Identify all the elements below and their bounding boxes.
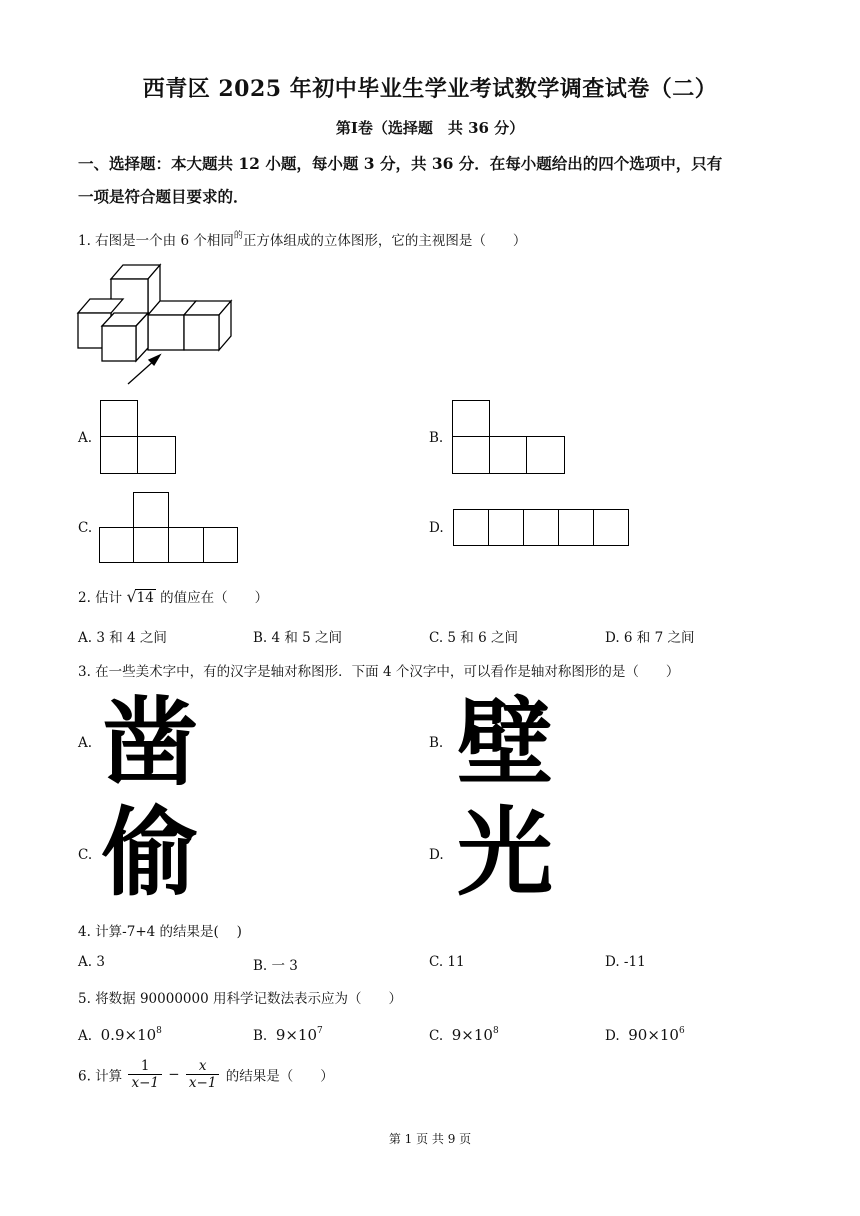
question-4-option-b[interactable]: B. 一 3 [253,958,298,974]
radicand: 14 [136,590,154,606]
question-5-option-c[interactable]: C. $9\times 10^8$ [429,1026,499,1044]
option-d-square [558,509,594,546]
fraction-2: $\frac{x}{x-1}$ [186,1058,220,1091]
section-instructions-line1: 一、选择题：本大题共 12 小题，每小题 3 分，共 36 分．在每小题给出的四个选项中，只有 [78,154,723,173]
question-3-option-a-label[interactable]: A. [78,735,93,751]
question-2-option-a[interactable]: A. 3 和 4 之间 [78,630,167,646]
section-instructions-line2: 一项是符合题目要求的． [78,187,249,206]
question-4-option-a[interactable]: A. 3 [78,954,105,970]
option-d-square [593,509,629,546]
option-a-square [100,436,138,474]
question-5-option-d[interactable]: D. $90\times 10^6$ [605,1026,685,1044]
hanzi-character-d: 光 [457,797,553,909]
question-3-option-d-label[interactable]: D. [429,847,444,863]
question-4-option-c[interactable]: C. 11 [429,954,465,970]
question-1-option-b-label[interactable]: B. [429,430,444,446]
option-b-square [526,436,565,474]
option-d-square [488,509,524,546]
hanzi-character-a: 凿 [102,687,198,799]
option-a-square [137,436,176,474]
question-2-option-b[interactable]: B. 4 和 5 之间 [253,630,343,646]
question-4-option-d[interactable]: D. -11 [605,954,646,970]
question-3-option-b-label[interactable]: B. [429,735,444,751]
question-2-stem: 2. 估计 √14 的值应在（ ） [78,587,269,606]
question-6-stem: 6. 计算 $\frac{1}{x-1}$ − $\frac{x}{x-1}$ 的结果是（ ） [78,1058,334,1091]
hanzi-character-b: 壁 [457,687,553,799]
option-c-square [203,527,238,563]
question-1-option-d-label[interactable]: D. [429,520,444,536]
option-a-square [100,400,138,437]
option-d-square [523,509,559,546]
option-c-square [133,527,169,563]
option-c-square [133,492,169,528]
question-5-stem: 5. 将数据 90000000 用科学记数法表示应为（ ） [78,991,402,1007]
question-3-option-c-label[interactable]: C. [78,847,93,863]
option-c-square [168,527,204,563]
fraction-1: $\frac{1}{x-1}$ [128,1058,162,1091]
option-d-square [453,509,489,546]
question-2-option-d[interactable]: D. 6 和 7 之间 [605,630,695,646]
question-5-option-a[interactable]: A. $0.9\times 10^8$ [78,1026,162,1044]
section-subtitle: 第Ⅰ卷（选择题 共 36 分） [335,119,525,137]
hanzi-character-c: 偷 [102,797,198,909]
option-c-square [99,527,134,563]
question-1-stem: 1. 右图是一个由 6 个相同$^的$正方体组成的立体图形，它的主视图是（ ） [78,231,527,249]
question-3-stem: 3. 在一些美术字中，有的汉字是轴对称图形．下面 4 个汉字中，可以看作是轴对称图形的是（ ） [78,664,680,680]
question-1-solid-figure [76,262,236,388]
option-b-square [489,436,527,474]
question-4-stem: 4. 计算-7+4 的结果是( ) [78,924,242,940]
option-b-square [452,400,490,437]
question-1-option-a-label[interactable]: A. [78,430,93,446]
page-footer: 第 1 页 共 9 页 [388,1132,472,1146]
option-b-square [452,436,490,474]
page-title: 西青区 2025 年初中毕业生学业考试数学调查试卷（二） [142,76,718,102]
question-5-option-b[interactable]: B. $9\times 10^7$ [253,1026,323,1044]
question-1-option-c-label[interactable]: C. [78,520,93,536]
question-2-option-c[interactable]: C. 5 和 6 之间 [429,630,518,646]
